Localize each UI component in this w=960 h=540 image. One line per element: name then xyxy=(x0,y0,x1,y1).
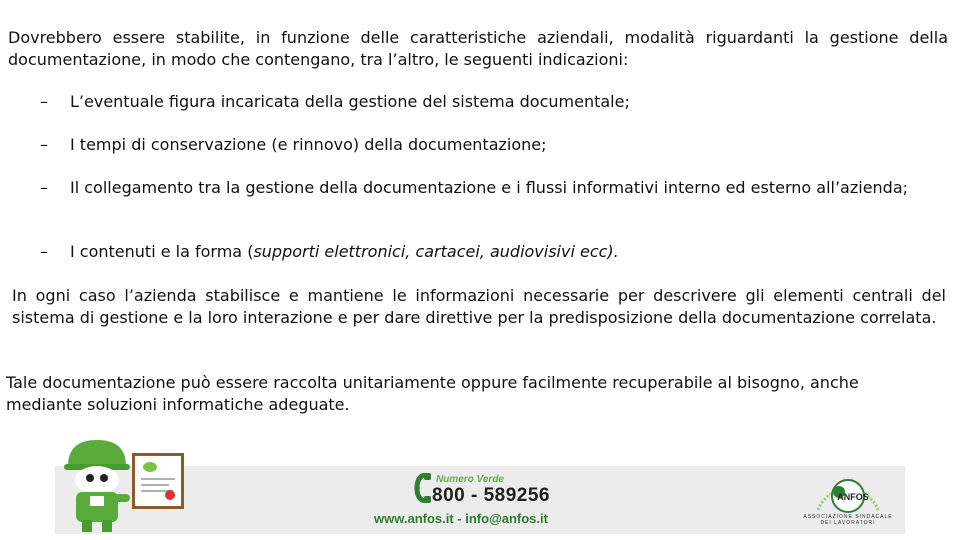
bullet-dash: – xyxy=(40,135,48,154)
body-paragraph-tale: Tale documentazione può essere raccolta unitariamente oppure facilmente recuperabile al bisogno, anche mediante soluzioni informatiche adeguate. xyxy=(6,373,859,414)
list-item-text: Il collegamento tra la gestione della documentazione e i flussi informativi interno ed esterno all’azienda; xyxy=(70,178,909,197)
list-item-text: I tempi di conservazione (e rinnovo) della documentazione; xyxy=(70,135,547,154)
list-item-text xyxy=(70,241,946,263)
body-paragraph-caso: In ogni caso l’azienda stabilisce e mantiene le informazioni necessarie per descrivere gli elementi centrali del sistema di gestione e la loro interazione e per dare direttive per la predisposizione della documentazione correlata. xyxy=(12,286,946,327)
list-item-text-plain: I contenuti e la forma ( xyxy=(70,242,254,261)
numero-verde-label: Numero Verde xyxy=(436,474,504,485)
list-item xyxy=(40,177,946,199)
website-email-line: www.anfos.it - info@anfos.it xyxy=(374,511,548,526)
bullet-dash: – xyxy=(40,178,48,197)
list-item xyxy=(40,241,946,263)
certificate-image xyxy=(132,453,184,509)
certificate-line xyxy=(141,484,169,486)
list-item-text-italic: supporti elettronici, cartacei, audiovisivi ecc). xyxy=(253,242,619,261)
bullet-dash: – xyxy=(40,242,48,261)
intro-paragraph: Dovrebbero essere stabilite, in funzione delle caratteristiche aziendali, modalità riguardanti la gestione della documentazione, in modo che contengano, tra l’altro, le seguenti indicazioni: xyxy=(8,28,948,69)
list-item-text: L’eventuale figura incaricata della gestione del sistema documentale; xyxy=(70,92,630,111)
mascot-image xyxy=(62,436,132,534)
certificate-stamp xyxy=(165,490,175,500)
phone-number: 800 - 589256 xyxy=(432,485,550,506)
anfos-logo-text: ANFOS xyxy=(837,492,869,502)
list-item xyxy=(40,134,946,156)
phone-icon xyxy=(414,473,432,503)
certificate-seal xyxy=(143,462,157,472)
bullet-dash: – xyxy=(40,92,48,111)
list-item xyxy=(40,91,946,113)
certificate-line xyxy=(141,478,175,480)
association-caption: ASSOCIAZIONE SINDACALE DEI LAVORATORI xyxy=(803,514,893,526)
